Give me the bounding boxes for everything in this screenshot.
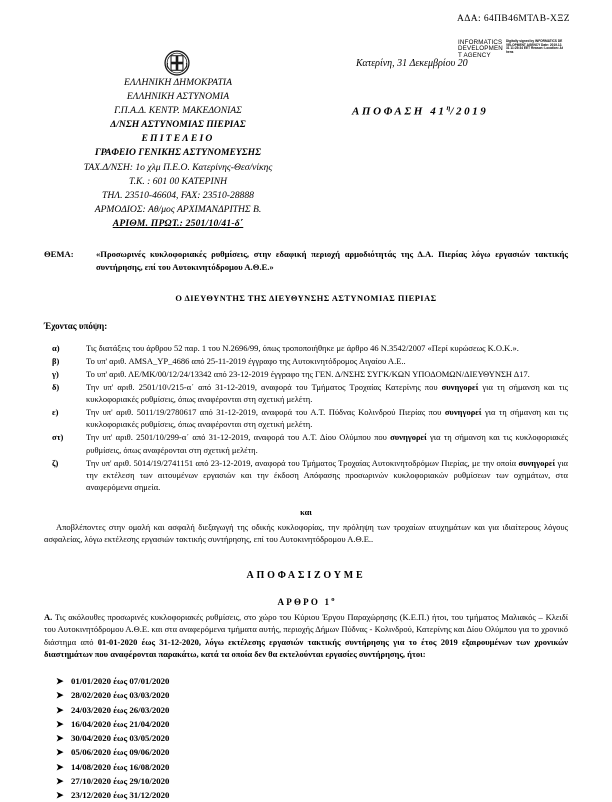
place-and-date: Κατερίνη, 31 Δεκεμβρίου 20 [356, 58, 468, 69]
consideration-item [44, 342, 568, 354]
considerations-list [44, 342, 568, 494]
consideration-text-before: Την υπ' αριθ. 2501/10/299-α΄ από 31-12-2019, αναφορά του Α.Τ. Δίου Ολύμπου που [86, 432, 391, 443]
subject-label: ΘΕΜΑ: [44, 249, 74, 259]
arrow-bullet-icon: ➤ [56, 790, 64, 800]
signature-line-1: INFORMATICS [458, 39, 503, 46]
consideration-text-after: για τη σήμανση και τις κυκλοφοριακές ρυθμίσεις, όπως αναφέρονται στη σχετική μελέτη. [86, 432, 568, 455]
date-range-text: 30/04/2020 έως 03/05/2020 [71, 733, 170, 743]
arrow-bullet-icon: ➤ [56, 775, 64, 786]
consideration-text-after: για τη σήμανση και τις κυκλοφοριακές ρυθμίσεις, όπως αναφέρονται στη σχετική μελέτη. [86, 407, 568, 430]
consideration-marker: ζ) [52, 457, 59, 468]
subject-text: «Προσωρινές κυκλοφοριακές ρυθμίσεις, στην εδαφική περιοχή αρμοδιότητάς της Δ.Α. Πιερίας λόγω εργασιών τακτικής συντήρησης, επί του Αυτοκινητόδρομου Α.Θ.Ε.» [96, 249, 568, 272]
arrow-bullet-icon: ➤ [56, 733, 64, 743]
ada-code-line: ΑΔΑ: 64ΠΒ46ΜΤΛΒ-ΧΞΖ [456, 14, 570, 24]
article-a-part1: Τις ακόλουθες προσωρινές κυκλοφοριακές ρυθμίσεις, στο χώρο του Κύριου Έργου Παραχώρησης (Κ.Ε.Π.) ήτοι, του τμήματος Μαλιακός – Κλειδί του Αυτοκινητόδρομου Α.Θ.Ε. και στα αναφερόμενα τμήματα αυτής, περιοχής Δήμων Πύδνας - Κολινδρού, Κατερίνης και Δίου Ολύμπου για το χρονικό διάστημα από [44, 612, 568, 647]
digital-signature-stamp [458, 40, 610, 59]
arrow-bullet-icon: ➤ [56, 747, 64, 758]
consideration-marker: δ) [52, 382, 60, 393]
authority-line-police: ΕΛΛΗΝΙΚΗ ΑΣΤΥΝΟΜΙΑ [126, 91, 230, 103]
consideration-text: Το υπ' αριθ. ΛΕ/ΜΚ/00/12/24/13342 από 23-12-2019 έγγραφο της ΓΕΝ. Δ/ΝΣΗΣ ΣΥΓΚ/ΚΩΝ ΥΠΟΔΟΜΩΝ/ΔΙΕΥΘΥΝΣΗ Δ17. [86, 369, 530, 380]
consideration-text [86, 431, 568, 455]
authority-line-office: ΓΡΑΦΕΙΟ ΓΕΝΙΚΗΣ ΑΣΤΥΝΟΜΕΥΣΗΣ [94, 147, 262, 159]
excluded-date-ranges-list [56, 674, 169, 802]
consideration-marker: στ) [52, 432, 64, 443]
consideration-marker: γ) [52, 369, 59, 380]
consideration-text [86, 381, 568, 405]
kai-connector: και [300, 508, 312, 517]
authority-line-address: ΤΑΧ.Δ/ΝΣΗ: 1ο χλμ Π.Ε.Ο. Κατερίνης-Θεσ/νίκης [83, 161, 273, 173]
consideration-item [44, 368, 568, 380]
date-range-item [56, 674, 169, 688]
consideration-text-before: Την υπ' αριθ. 5011/19/2780617 από 31-12-2019, αναφορά του Α.Τ. Πύδνας Κολινδρού Πιερίας που [86, 407, 445, 418]
aiming-paragraph: Αποβλέποντες στην ομαλή και ασφαλή διεξαγωγή της οδικής κυκλοφορίας, την πρόληψη των τροχαίων ατυχημάτων και για ιδιαίτερους λόγους ασφαλείας, λόγω εκτέλεσης εργασιών τακτικής συντήρησης, επί του Αυτοκινητόδρομου Α.Θ.Ε.. [44, 522, 568, 545]
arrow-bullet-icon: ➤ [56, 761, 64, 772]
date-range-text: 01/01/2020 έως 07/01/2020 [71, 676, 170, 686]
date-range-item [56, 731, 169, 745]
arrow-bullet-icon: ➤ [56, 690, 64, 701]
authority-line-region: Γ.Π.Α.Δ. ΚΕΝΤΡ. ΜΑΚΕΔΟΝΙΑΣ [114, 105, 242, 117]
consideration-text-after: για την εκτέλεση των αιτουμένων εργασιών και την έκδοση Απόφασης προσωρινών κυκλοφοριακών ρυθμίσεων των οχημάτων, στα αναφερόμενα σημεία. [86, 457, 569, 492]
decision-number: 41 [430, 105, 447, 118]
article-heading-text: ΑΡΘΡΟ 1 [277, 597, 332, 607]
consideration-text [86, 406, 568, 430]
consideration-item [44, 355, 568, 367]
consideration-text-after: για τη σήμανση και τις κυκλοφοριακές ρυθμίσεις, όπως αναφέρονται στη σχετική μελέτη. [86, 382, 568, 405]
article-a-bold-clause: 01-01-2020 έως 31-12-2020, λόγω εκτέλεσης εργασιών τακτικής συντήρησης για το έτος 2019 εξαιρουμένων των χρονικών διαστημάτων που αναφέρονται παρακάτω, κατά τα οποία δεν θα εκτελούνται εργασίες συντήρησης, ήτοι: [44, 636, 568, 660]
decision-year: /2019 [450, 105, 489, 118]
consideration-text-before: Την υπ' αριθ. 2501/10\/215-α΄ από 31-12-2019, αναφορά του Τμήματος Τροχαίας Κατερίνης που [86, 382, 442, 393]
date-range-item [56, 788, 169, 802]
consideration-text: Τις διατάξεις του άρθρου 52 παρ. 1 του Ν.2696/99, όπως τροποποιήθηκε με άρθρο 46 Ν.3542/2007 «Περί κυρώσεως Κ.Ο.Κ.». [86, 343, 519, 353]
director-title-line: Ο ΔΙΕΥΘΥΝΤΗΣ ΤΗΣ ΔΙΕΥΘΥΝΣΗΣ ΑΣΤΥΝΟΜΙΑΣ ΠΙΕΡΙΑΣ [175, 294, 437, 303]
date-range-text: 05/06/2020 έως 09/06/2020 [71, 747, 170, 758]
signature-line-2: DEVELOPMEN [458, 45, 503, 53]
consideration-marker: β) [52, 356, 60, 367]
authority-line-directorate: Δ/ΝΣΗ ΑΣΤΥΝΟΜΙΑΣ ΠΙΕΡΙΑΣ [110, 119, 246, 131]
decide-heading: ΑΠΟΦΑΣΙΖΟΥΜΕ [246, 570, 366, 581]
consideration-bold-word: συνηγορεί [444, 407, 482, 418]
consideration-item [44, 457, 568, 493]
signature-line-3: T AGENCY [458, 51, 491, 59]
hellenic-republic-emblem-icon [164, 50, 190, 76]
consideration-text [86, 457, 568, 493]
consideration-item [44, 381, 568, 405]
consideration-marker: ε) [52, 407, 59, 418]
article-heading-ordinal: ο [331, 596, 335, 603]
consideration-text: Το υπ' αριθ. AMSA_YP_4686 από 25-11-2019 έγγραφο της Αυτοκινητόδρομος Αιγαίου Α.Ε.. [86, 356, 406, 367]
date-range-item [56, 760, 169, 774]
date-range-text: 27/10/2020 έως 29/10/2020 [71, 775, 170, 786]
having-in-view-label: Έχοντας υπόψη: [44, 321, 108, 331]
protocol-number: ΑΡΙΘΜ. ΠΡΩΤ.: 2501/10/41-δ΄ [112, 217, 244, 229]
consideration-item [44, 431, 568, 455]
date-range-item [56, 717, 169, 731]
consideration-bold-word: συνηγορεί [518, 457, 556, 468]
date-range-item [56, 703, 169, 717]
date-range-text: 16/04/2020 έως 21/04/2020 [71, 718, 170, 729]
decision-label: ΑΠΟΦΑΣΗ [352, 105, 425, 118]
signature-detail-text: Digitally signed by INFORMATICS DEVELOPMENT AGENCY Date: 2019.12.31 11:25:34 EET Reason: Location: Athens [505, 39, 563, 54]
arrow-bullet-icon: ➤ [56, 718, 64, 729]
arrow-bullet-icon: ➤ [56, 704, 64, 715]
issuing-authority-block [18, 76, 338, 231]
authority-line-republic: ΕΛΛΗΝΙΚΗ ΔΗΜΟΚΡΑΤΙΑ [124, 77, 232, 88]
authority-line-staff: ΕΠΙΤΕΛΕΙΟ [141, 133, 215, 145]
article-heading [0, 596, 612, 607]
consideration-text-before: Την υπ' αριθ. 5014/19/2741151 από 23-12-2019, αναφορά του Τμήματος Τροχαίας Αυτοκινητοδρόμων Πιερίας, με την οποία [86, 457, 519, 468]
signature-agency-name [458, 40, 503, 59]
article-a-marker: Α. [44, 612, 53, 622]
date-range-text: 14/08/2020 έως 16/08/2020 [71, 761, 170, 772]
decision-suffix: η [446, 104, 451, 112]
consideration-bold-word: συνηγορεί [390, 432, 427, 443]
arrow-bullet-icon: ➤ [56, 676, 64, 686]
subject-block [44, 248, 568, 274]
date-range-item [56, 688, 169, 702]
date-range-text: 24/03/2020 έως 26/03/2020 [71, 704, 170, 715]
date-range-text: 28/02/2020 έως 03/03/2020 [71, 690, 170, 701]
decision-number-heading [352, 104, 488, 118]
date-range-text: 23/12/2020 έως 31/12/2020 [71, 790, 170, 800]
consideration-item [44, 406, 568, 430]
authority-line-phone-fax: ΤΗΛ. 23510-46604, FAX: 23510-28888 [102, 189, 254, 201]
date-range-item [56, 774, 169, 788]
date-range-item [56, 745, 169, 759]
consideration-bold-word: συνηγορεί [441, 382, 479, 393]
consideration-marker: α) [52, 343, 60, 353]
article-a-paragraph [44, 611, 568, 661]
authority-line-postcode: Τ.Κ. : 601 00 ΚΑΤΕΡΙΝΗ [128, 175, 228, 187]
authority-line-contact: ΑΡΜΟΔΙΟΣ: Αθ/μος ΑΡΧΙΜΑΝΔΡΙΤΗΣ Β. [94, 203, 262, 215]
